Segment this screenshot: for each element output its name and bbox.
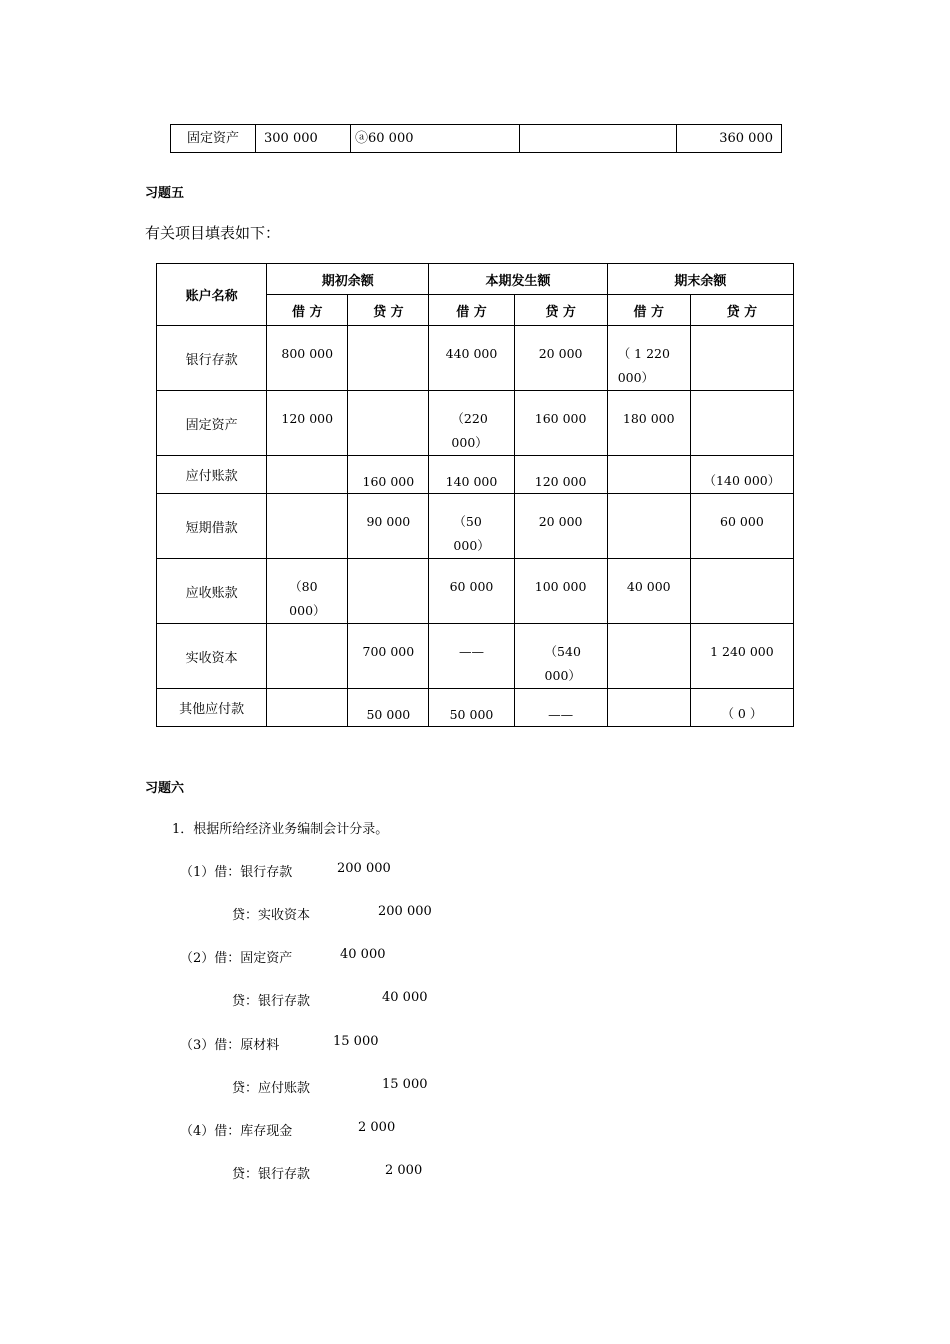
opening-credit-cell: 90 000 (348, 494, 429, 559)
journal-entry-debit-amount: 200 000 (337, 861, 391, 876)
journal-entry-debit-label: （2）借：固定资产 (180, 951, 293, 966)
account-name-cell: 应收账款 (157, 559, 267, 624)
period-debit-cell: （50 000） (429, 494, 514, 559)
journal-entry-debit-amount: 40 000 (340, 947, 386, 962)
opening-debit-cell (267, 456, 348, 494)
opening-debit-cell: 800 000 (267, 326, 348, 391)
closing-credit-cell (690, 559, 793, 624)
closing-credit-cell: （ 0 ） (690, 689, 793, 727)
table-row (157, 326, 794, 391)
account-name-header: 账户名称 (157, 264, 267, 326)
closing-credit-cell: 1 240 000 (690, 624, 793, 689)
account-name-cell: 固定资产 (171, 125, 256, 153)
exercise-6-item-1: 1．根据所给经济业务编制会计分录。 (172, 822, 389, 837)
account-name-cell: 应付账款 (157, 456, 267, 494)
exercise-5-title: 习题五 (145, 186, 185, 201)
account-name-cell: 银行存款 (157, 326, 267, 391)
journal-entry-credit-label: 贷：应付账款 (232, 1081, 311, 1096)
journal-entry-debit-label: （1）借：银行存款 (180, 865, 293, 880)
opening-balance-header: 期初余额 (267, 264, 429, 295)
period-credit-cell: 120 000 (514, 456, 607, 494)
opening-balance-cell: 300 000 (256, 125, 351, 153)
opening-credit-cell: 160 000 (348, 456, 429, 494)
decrease-cell (520, 125, 677, 153)
debit-header: 借 方 (607, 295, 690, 326)
table-row (157, 456, 794, 494)
period-credit-cell: 20 000 (514, 326, 607, 391)
debit-header: 借 方 (429, 295, 514, 326)
period-credit-cell: 20 000 (514, 494, 607, 559)
period-credit-cell: 160 000 (514, 391, 607, 456)
journal-entry-debit-amount: 2 000 (358, 1120, 396, 1135)
table-row (157, 624, 794, 689)
closing-debit-cell: 40 000 (607, 559, 690, 624)
period-amount-header: 本期发生额 (429, 264, 607, 295)
fixed-asset-ledger-table (170, 124, 782, 153)
period-debit-cell: 140 000 (429, 456, 514, 494)
closing-credit-cell: 60 000 (690, 494, 793, 559)
account-name-cell: 固定资产 (157, 391, 267, 456)
opening-debit-cell: （80 000） (267, 559, 348, 624)
period-debit-cell: 60 000 (429, 559, 514, 624)
period-debit-cell: —— (429, 624, 514, 689)
closing-debit-cell (607, 624, 690, 689)
journal-entry-credit-label: 贷：银行存款 (232, 994, 311, 1009)
closing-debit-cell (607, 494, 690, 559)
opening-debit-cell (267, 624, 348, 689)
header-row (157, 264, 794, 295)
account-name-cell: 其他应付款 (157, 689, 267, 727)
period-debit-cell: （220 000） (429, 391, 514, 456)
table-row (171, 125, 782, 153)
credit-header: 贷 方 (514, 295, 607, 326)
closing-credit-cell: （140 000） (690, 456, 793, 494)
closing-balance-cell: 360 000 (677, 125, 782, 153)
journal-entry-credit-amount: 15 000 (382, 1077, 428, 1092)
closing-debit-cell (607, 456, 690, 494)
period-credit-cell: —— (514, 689, 607, 727)
period-debit-cell: 50 000 (429, 689, 514, 727)
period-debit-cell: 440 000 (429, 326, 514, 391)
opening-debit-cell: 120 000 (267, 391, 348, 456)
journal-entry-credit-amount: 200 000 (378, 904, 432, 919)
debit-header: 借 方 (267, 295, 348, 326)
exercise-6-title: 习题六 (145, 781, 185, 796)
opening-credit-cell (348, 559, 429, 624)
credit-header: 贷 方 (348, 295, 429, 326)
table-row (157, 559, 794, 624)
closing-balance-header: 期末余额 (607, 264, 793, 295)
opening-debit-cell (267, 494, 348, 559)
closing-credit-cell (690, 326, 793, 391)
journal-entry-credit-amount: 2 000 (385, 1163, 423, 1178)
journal-entry-debit-label: （3）借：原材料 (180, 1038, 280, 1053)
journal-entry-debit-amount: 15 000 (333, 1034, 379, 1049)
journal-entry-debit-label: （4）借：库存现金 (180, 1124, 293, 1139)
opening-credit-cell (348, 326, 429, 391)
journal-entry-credit-label: 贷：银行存款 (232, 1167, 311, 1182)
account-balance-table (156, 263, 794, 727)
increase-cell: ⓐ60 000 (351, 125, 520, 153)
opening-credit-cell: 50 000 (348, 689, 429, 727)
table-row (157, 494, 794, 559)
period-credit-cell: （540 000） (514, 624, 607, 689)
closing-credit-cell (690, 391, 793, 456)
closing-debit-cell (607, 689, 690, 727)
opening-debit-cell (267, 689, 348, 727)
account-name-cell: 实收资本 (157, 624, 267, 689)
opening-credit-cell (348, 391, 429, 456)
closing-debit-cell: （ 1 220 000） (607, 326, 690, 391)
journal-entry-credit-label: 贷：实收资本 (232, 908, 311, 923)
table-row (157, 391, 794, 456)
account-name-cell: 短期借款 (157, 494, 267, 559)
journal-entry-credit-amount: 40 000 (382, 990, 428, 1005)
table-row (157, 689, 794, 727)
credit-header: 贷 方 (690, 295, 793, 326)
period-credit-cell: 100 000 (514, 559, 607, 624)
closing-debit-cell: 180 000 (607, 391, 690, 456)
opening-credit-cell: 700 000 (348, 624, 429, 689)
exercise-5-intro: 有关项目填表如下： (145, 224, 281, 242)
